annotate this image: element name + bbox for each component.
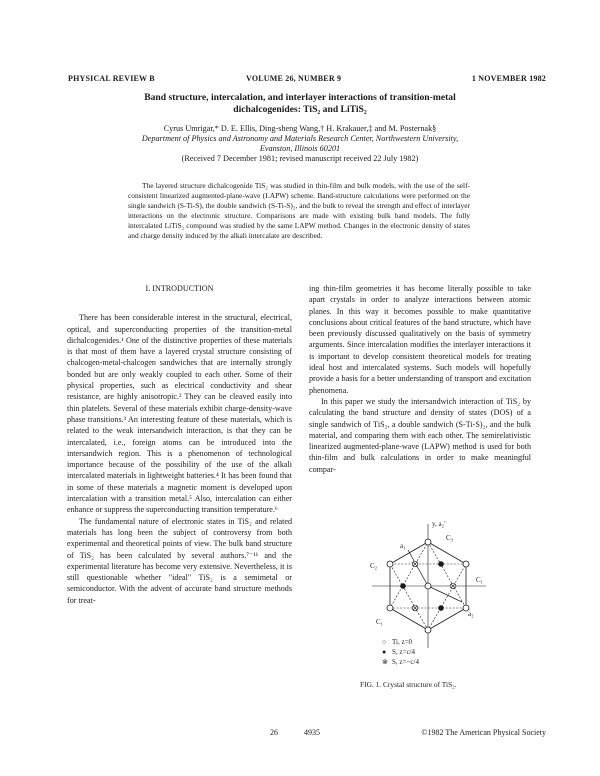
crystal-structure-diagram: [352, 520, 507, 670]
issue-date: 1 NOVEMBER 1982: [471, 74, 546, 83]
section-heading: I. INTRODUCTION: [145, 284, 214, 293]
axis-label: y, a₂′: [432, 520, 446, 528]
s-atom-upper: [400, 583, 406, 589]
s-atom-lower: [412, 561, 418, 567]
paper-title: [60, 92, 540, 116]
ti-atom: [425, 539, 431, 545]
title-line-2: dichalcogenides: TiS₂ and LiTiS₂: [233, 104, 367, 115]
left-column: [67, 283, 292, 606]
vector-label: C₂: [370, 562, 378, 570]
legend-label: Ti, z=0: [392, 638, 413, 646]
vector-label: a₂: [468, 610, 474, 618]
footer-page-number: 4935: [304, 728, 320, 737]
received-dates: (Received 7 December 1981; revised manuscript received 22 July 1982): [181, 154, 419, 163]
affiliation-line-1: Department of Physics and Astronomy and Materials Research Center, Northwestern University,: [141, 134, 459, 143]
footer-copyright: ©1982 The American Physical Society: [421, 728, 546, 737]
right-column: [309, 283, 531, 475]
figure-legend: [382, 638, 419, 666]
ti-atom: [425, 627, 431, 633]
s-atom-lower: [412, 605, 418, 611]
vector-label: C₃: [446, 534, 454, 542]
author-block: [60, 124, 540, 164]
vector-a2: [428, 586, 462, 602]
author-names: Cyrus Umrigar,* D. E. Ellis, Ding-sheng Wang,† H. Krakauer,‡ and M. Posternak§: [163, 124, 437, 133]
ti-atom: [387, 561, 393, 567]
intro-paragraph-3: ing thin-film geometries it has become literally possible to take apart crystals in order to analyze interactions between atomic planes. In this way it becomes possible to make quantitative conclusions about critical features of the band structure, which have been previously discussed qualitatively on the basis of symmetry arguments. Since intercalation modifies the interlayer interactions it is important to develop consistent theoretical models for treating ideal host and intercalated systems. Such models will hopefully provide a basis for a better understanding of transport and excitation phenomena.: [309, 284, 531, 395]
vector-label: C₁: [476, 576, 484, 584]
footer-volume: 26: [270, 728, 278, 737]
intro-paragraph-4: In this paper we study the intersandwich interaction of TiS₂ by calculating the band structure and density of states (DOS) of a single sandwich of TiS₂, a double sandwich (S-Ti-S)₂, and the bulk material, and comparing them with each other. The semirelativistic linearized augmented-plane-wave (LAPW) method is used for both thin-film and bulk calculations in order to make meaningful compar-: [309, 396, 531, 474]
vector-a1: [408, 550, 428, 586]
vector-label: C₁: [376, 618, 384, 626]
intro-paragraph-2: The fundamental nature of electronic states in TiS₂ and related materials has long been the subject of controversy from both experimental and theoretical points of view. The bulk band structure of TiS₂ has been calculated by several authors.⁷⁻¹¹ and the experimental literature has become very extensive. Nevertheless, it is still questionable whether "ideal" TiS₂ is a semimetal or semiconductor. With the advent of accurate band structure methods for treat-: [67, 516, 292, 605]
legend-marker: ⊗: [382, 658, 388, 666]
intro-paragraph-1: There has been considerable interest in the structural, electrical, optical, and superconducting properties of the transition-metal dichalcogenides.¹ One of the distinctive properties of these materials is that most of them have a layered crystal structure consisting of chalcogen-metal-chalcogen sandwiches that are internally strongly bonded but are only weakly coupled to each other. Some of their physical properties, such as electrical conductivity and shear resistance, are highly anisotropic.² They can be cleaved easily into thin platelets. Several of these materials exhibit charge-density-wave phase transitions.³ An interesting feature of these materials, which is related to the weak intersandwich interaction, is that they can be intercalated, i.e., foreign atoms can be introduced into the intersandwich region. This is a phenomenon of technological importance because of the possibility of the use of the alkali intercalated materials in lightweight batteries.⁴ It has been found that in some of these materials a magnetic moment is developed upon intercalation with a transition metal.⁵ Also, intercalation can either enhance or suppress the superconducting transition temperature.⁶: [67, 313, 292, 515]
s-atom-lower: [450, 583, 456, 589]
legend-label: S, z=−c/4: [392, 658, 419, 666]
ti-atom: [425, 583, 431, 589]
figure-caption: FIG. 1. Crystal structure of TiS₂.: [360, 680, 457, 689]
journal-name: PHYSICAL REVIEW B: [68, 74, 155, 83]
legend-marker: ●: [382, 648, 387, 656]
s-atom-upper: [438, 605, 444, 611]
ti-atom: [387, 605, 393, 611]
title-line-1: Band structure, intercalation, and interlayer interactions of transition-metal: [144, 92, 456, 103]
figure-1: [352, 520, 507, 670]
affiliation-line-2: Evanston, Illinois 60201: [259, 144, 341, 153]
volume-number: VOLUME 26, NUMBER 9: [246, 74, 342, 83]
abstract: The layered structure dichalcogenide TiS₂ was studied in thin-film and bulk models, with the use of the self-consistent linearized augmented-plane-wave (LAPW) scheme. Band-structure calculations were performed on the single sandwich (S-Ti-S), the double sandwich (S-Ti-S)₂, and the bulk to reveal the strength and effect of interlayer interactions on the electronic structure. Comparisons are made with existing bulk band models. The fully intercalated LiTiS₂ compound was studied by the same LAPW method. Changes in the electronic density of states and charge density induced by the alkali intercalate are described.: [128, 181, 470, 241]
legend-marker: ○: [382, 638, 387, 646]
legend-label: S, z=c/4: [392, 648, 415, 656]
ti-atom: [463, 561, 469, 567]
s-atom-upper: [438, 561, 444, 567]
vector-label: a₁: [400, 542, 406, 550]
